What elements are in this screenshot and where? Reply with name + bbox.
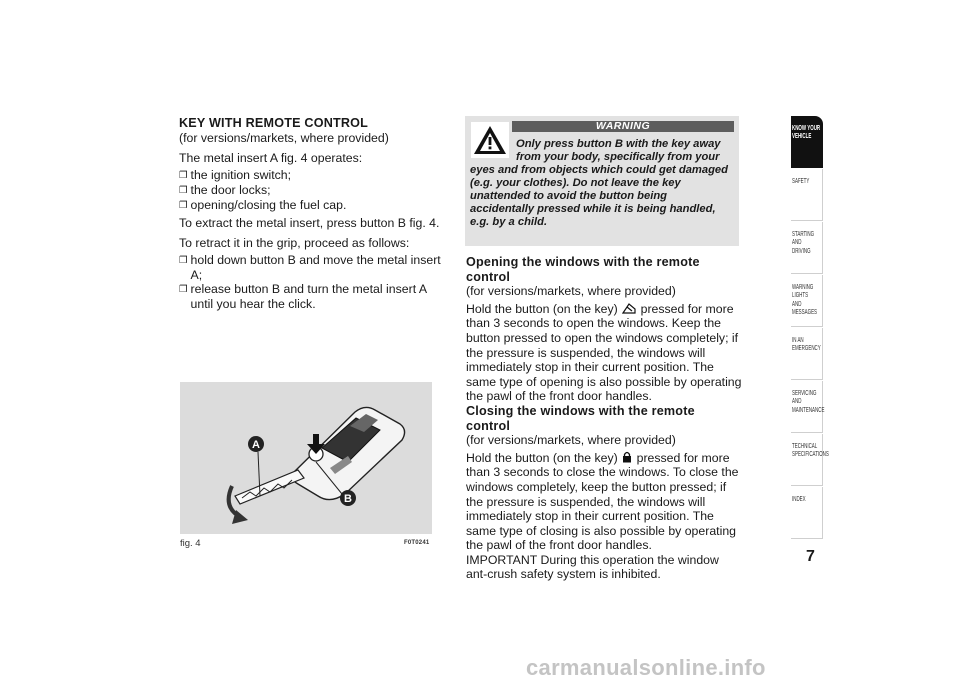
sidebar-tab-emergency[interactable]: IN AN EMERGENCY <box>791 328 823 380</box>
section-heading-key: KEY WITH REMOTE CONTROL <box>179 116 369 130</box>
key-figure <box>180 382 432 534</box>
figure-code: F0T0241 <box>404 540 430 546</box>
extract-text: To extract the metal insert, press button B fig. 4. <box>179 215 440 230</box>
sidebar-tab-safety[interactable]: SAFETY <box>791 169 823 221</box>
label-b: B <box>344 493 352 505</box>
checkbox-bullet-icon: ❒ <box>179 184 188 196</box>
intro-text: The metal insert A fig. 4 operates: <box>179 151 363 166</box>
page-number: 7 <box>806 548 815 565</box>
close-paragraph: Hold the button (on the key) pressed for more than 3 seconds to close the windows. To close the windows completely, keep the button pressed; if the pressure is suspended, the windows will immediately stop in their current position. The same type of closing is also possible by operating the pawl of the front door handles. <box>466 450 739 553</box>
sidebar-tab-starting-driving[interactable]: STARTING AND DRIVING <box>791 222 823 274</box>
warning-text: Only press button B with the key away from your body, specifically from your eyes and from objects which could get damaged (e.g. your clothes). Do not leave the key unattended to avoid the button being accidentally pressed while it is being handled, e.g. by a child. <box>470 138 728 228</box>
warning-title: WARNING <box>512 121 734 132</box>
sidebar-tab-technical[interactable]: TECHNICAL SPECIFICATIONS <box>791 434 823 486</box>
sidebar-tab-servicing[interactable]: SERVICING AND MAINTENANCE <box>791 381 823 433</box>
figure-caption: fig. 4 <box>180 538 201 549</box>
sidebar-tab-index[interactable]: INDEX <box>791 487 823 539</box>
section-subheading: (for versions/markets, where provided) <box>466 284 676 299</box>
label-a: A <box>252 439 260 451</box>
checkbox-bullet-icon: ❒ <box>179 254 188 266</box>
section-subheading: (for versions/markets, where provided) <box>179 130 389 145</box>
section-subheading: (for versions/markets, where provided) <box>466 433 676 448</box>
lock-icon <box>622 451 632 463</box>
chapter-sidebar <box>791 116 829 542</box>
section-heading-close: Closing the windows with the remote control <box>466 403 695 433</box>
left-column <box>179 116 441 311</box>
list-item: ❒ the door locks; <box>179 182 271 197</box>
list-item: ❒ hold down button B and move the metal insert A; <box>179 252 441 282</box>
sidebar-tab-warning-lights[interactable]: WARNING LIGHTS AND MESSAGES <box>791 275 823 327</box>
important-note: IMPORTANT During this operation the window ant-crush safety system is inhibited. <box>466 552 719 582</box>
right-column <box>466 255 742 582</box>
open-paragraph: Hold the button (on the key) pressed for more than 3 seconds to open the windows. Keep the button pressed to open the windows completely; if the pressure is suspended, the windows will immediately stop in their current position. The same type of opening is also possible by operating the pawl of the front door handles. <box>466 301 742 404</box>
checkbox-bullet-icon: ❒ <box>179 199 188 211</box>
list-item: ❒ the ignition switch; <box>179 167 292 182</box>
section-heading-open: Opening the windows with the remote control <box>466 255 700 284</box>
retract-intro: To retract it in the grip, proceed as follows: <box>179 236 410 251</box>
list-item: ❒ opening/closing the fuel cap. <box>179 197 347 212</box>
watermark: carmanualsonline.info <box>526 655 766 680</box>
window-open-icon <box>622 303 636 314</box>
remote-key-illustration <box>180 382 432 534</box>
list-item: ❒ release button B and turn the metal insert A until you hear the click. <box>179 282 427 311</box>
sidebar-tab-know-your-vehicle[interactable]: KNOW YOUR VEHICLE <box>791 116 823 168</box>
checkbox-bullet-icon: ❒ <box>179 169 188 181</box>
checkbox-bullet-icon: ❒ <box>179 284 188 296</box>
